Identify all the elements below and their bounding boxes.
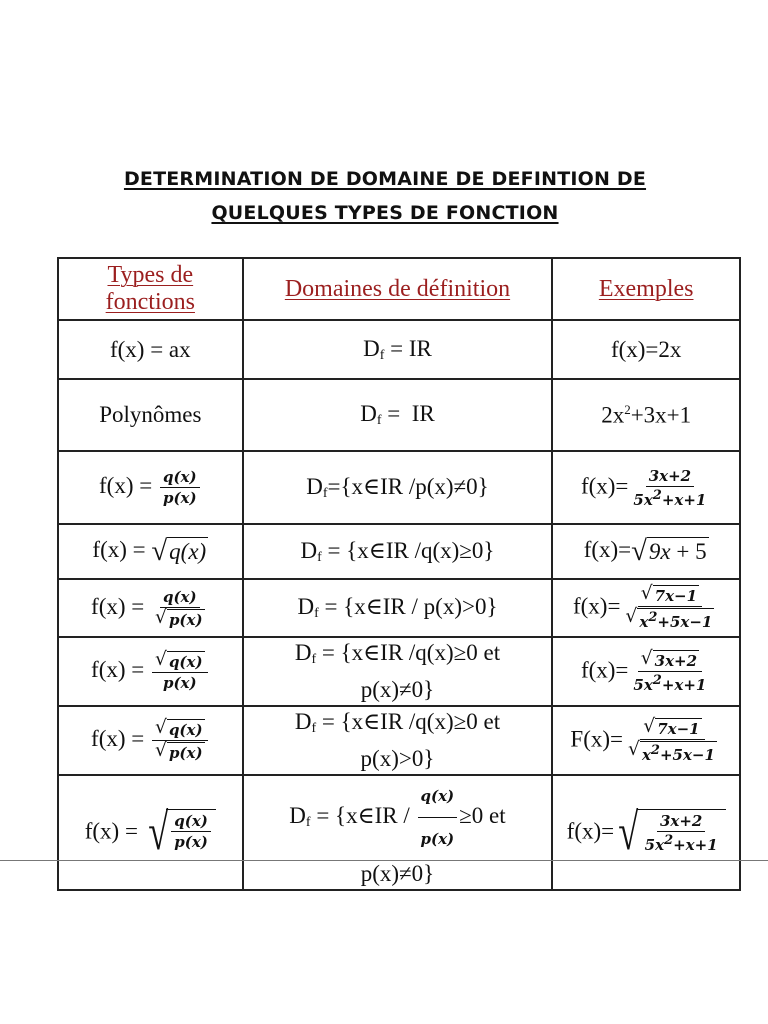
domains-table <box>57 257 741 891</box>
domain-cell: $D_f=\{x\in IR$ /p(x)≠0} <box>243 451 553 524</box>
table-row <box>58 320 740 379</box>
type-cell: f(x) = ax <box>58 320 243 379</box>
example-cell: $2x^2+3x+1$ <box>552 379 740 451</box>
type-cell: Polynômes <box>58 379 243 451</box>
domain-cell: $D_f$ = {x∈IR /q(x)≥0} <box>243 524 553 579</box>
example-cell: f(x)= √ $\frac{3x+2}{5x^2+x+1}$ <box>552 775 740 890</box>
example-cell: f(x)= √ 3x+2 $5x^2+x+1$ <box>552 637 740 706</box>
table-row <box>58 524 740 579</box>
example-cell: f(x)= √ 9x + 5 <box>552 524 740 579</box>
domain-cell: $D_f$ = {x∈IR / $\frac{q(x)}{p(x)}$ ≥0 et p(x)≠0} <box>243 775 553 890</box>
table-header-row <box>58 258 740 320</box>
example-cell: F(x)= √ 7x−1 √ $x^2+5x-1$ <box>552 706 740 775</box>
example-cell: f(x)=2x <box>552 320 740 379</box>
table-row <box>58 379 740 451</box>
domain-cell: $D_f$ = {x∈IR /q(x)≥0 et p(x)>0} <box>243 706 553 775</box>
type-cell: f(x) = √ $\frac{q(x)}{p(x)}$ <box>58 775 243 890</box>
page-divider <box>0 860 768 861</box>
document-title <box>60 162 710 230</box>
type-cell: f(x) = q(x) √ p(x) <box>58 579 243 637</box>
title-line-2: QUELQUES TYPES DE FONCTION <box>211 202 559 224</box>
header-exemples: Exemples <box>552 258 740 320</box>
table-row <box>58 775 740 890</box>
type-cell: f(x) = $\frac{q(x)}{p(x)}$ <box>58 451 243 524</box>
table-row <box>58 451 740 524</box>
header-types: Types de fonctions <box>58 258 243 320</box>
domain-cell: $D_f$ = {x∈IR /q(x)≥0 et p(x)≠0} <box>243 637 553 706</box>
header-domaines: Domaines de définition <box>243 258 553 320</box>
table-row <box>58 579 740 637</box>
type-cell: f(x) = √ q(x) p(x) <box>58 637 243 706</box>
domain-cell: $D_f$ = {x∈IR / p(x)>0} <box>243 579 553 637</box>
example-cell: f(x)= √ 7x−1 √ $x^2+5x-1$ <box>552 579 740 637</box>
domain-cell: $D_f$ = IR <box>243 320 553 379</box>
domain-cell: $D_f$ = IR <box>243 379 553 451</box>
table-row <box>58 637 740 706</box>
title-line-1: DETERMINATION DE DOMAINE DE DEFINTION DE <box>123 168 647 190</box>
table-row <box>58 706 740 775</box>
type-cell: f(x) = √ q(x) <box>58 524 243 579</box>
example-cell: f(x)= $\frac{3x+2}{5x^2+x+1}$ <box>552 451 740 524</box>
type-cell: f(x) = √ q(x) √ p(x) <box>58 706 243 775</box>
